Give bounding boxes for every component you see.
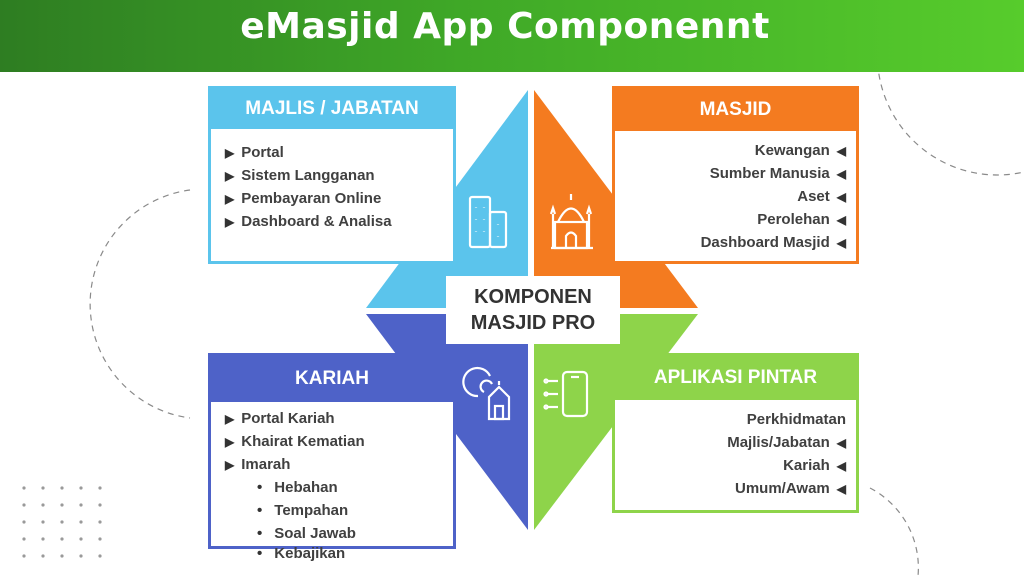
list-item: Kariah ◀ bbox=[615, 454, 856, 477]
sub-list-item: • Kebajikan bbox=[211, 545, 453, 563]
masjid-list bbox=[615, 139, 856, 254]
dot bbox=[79, 554, 82, 557]
dot bbox=[41, 520, 44, 523]
kariah-title: KARIAH bbox=[211, 356, 453, 402]
list-item: Sumber Manusia ◀ bbox=[615, 162, 856, 185]
list-item: ▶ Portal bbox=[211, 141, 453, 164]
list-item: Aset ◀ bbox=[615, 185, 856, 208]
dot bbox=[98, 503, 101, 506]
masjid-panel bbox=[612, 86, 859, 264]
center-label bbox=[446, 276, 620, 344]
dot bbox=[41, 503, 44, 506]
kariah-panel bbox=[208, 353, 456, 562]
list-item: ▶ Sistem Langganan bbox=[211, 164, 453, 187]
dot bbox=[98, 554, 101, 557]
aplikasi-title: APLIKASI PINTAR bbox=[615, 356, 856, 400]
list-item: ▶ Portal Kariah bbox=[211, 407, 453, 430]
dot bbox=[60, 554, 63, 557]
masjid-title: MASJID bbox=[615, 89, 856, 131]
dot bbox=[22, 537, 25, 540]
list-item: Perolehan ◀ bbox=[615, 208, 856, 231]
dot bbox=[60, 520, 63, 523]
dashed-arc-left bbox=[90, 190, 190, 418]
sub-list-item: • Soal Jawab bbox=[211, 522, 453, 545]
majlis-panel bbox=[208, 86, 456, 264]
list-item: Kewangan ◀ bbox=[615, 139, 856, 162]
dot bbox=[22, 520, 25, 523]
dot bbox=[22, 486, 25, 489]
dashed-arc-bottom-right bbox=[870, 488, 918, 576]
dot bbox=[79, 537, 82, 540]
dot bbox=[79, 486, 82, 489]
list-item: Perkhidmatan bbox=[746, 411, 846, 428]
sub-list-item: • Tempahan bbox=[211, 499, 453, 522]
dot bbox=[41, 537, 44, 540]
dot bbox=[79, 503, 82, 506]
aplikasi-list bbox=[615, 408, 856, 500]
majlis-title: MAJLIS / JABATAN bbox=[211, 89, 453, 129]
page-title: eMasjid App Componennt bbox=[240, 6, 770, 47]
sub-list-item: • Hebahan bbox=[211, 476, 453, 499]
dot bbox=[41, 486, 44, 489]
header-banner bbox=[0, 0, 1024, 72]
center-label-line1: KOMPONEN bbox=[474, 286, 592, 308]
dot bbox=[79, 520, 82, 523]
dot bbox=[60, 537, 63, 540]
list-item: ▶ Imarah bbox=[211, 453, 453, 476]
dot bbox=[22, 554, 25, 557]
list-item: ▶ Khairat Kematian bbox=[211, 430, 453, 453]
dot bbox=[60, 503, 63, 506]
dot-grid bbox=[22, 486, 101, 557]
dot bbox=[98, 486, 101, 489]
dot bbox=[98, 520, 101, 523]
list-item: Umum/Awam ◀ bbox=[615, 477, 856, 500]
dot bbox=[22, 503, 25, 506]
dot bbox=[41, 554, 44, 557]
list-item: Majlis/Jabatan ◀ bbox=[615, 431, 856, 454]
list-item: Dashboard Masjid ◀ bbox=[615, 231, 856, 254]
majlis-list bbox=[211, 141, 453, 233]
dot bbox=[98, 537, 101, 540]
list-item: ▶ Dashboard & Analisa bbox=[211, 210, 453, 233]
aplikasi-panel bbox=[612, 353, 859, 513]
center-label-line2: MASJID PRO bbox=[470, 312, 596, 334]
kariah-list bbox=[211, 407, 453, 563]
list-item: ▶ Pembayaran Online bbox=[211, 187, 453, 210]
dot bbox=[60, 486, 63, 489]
